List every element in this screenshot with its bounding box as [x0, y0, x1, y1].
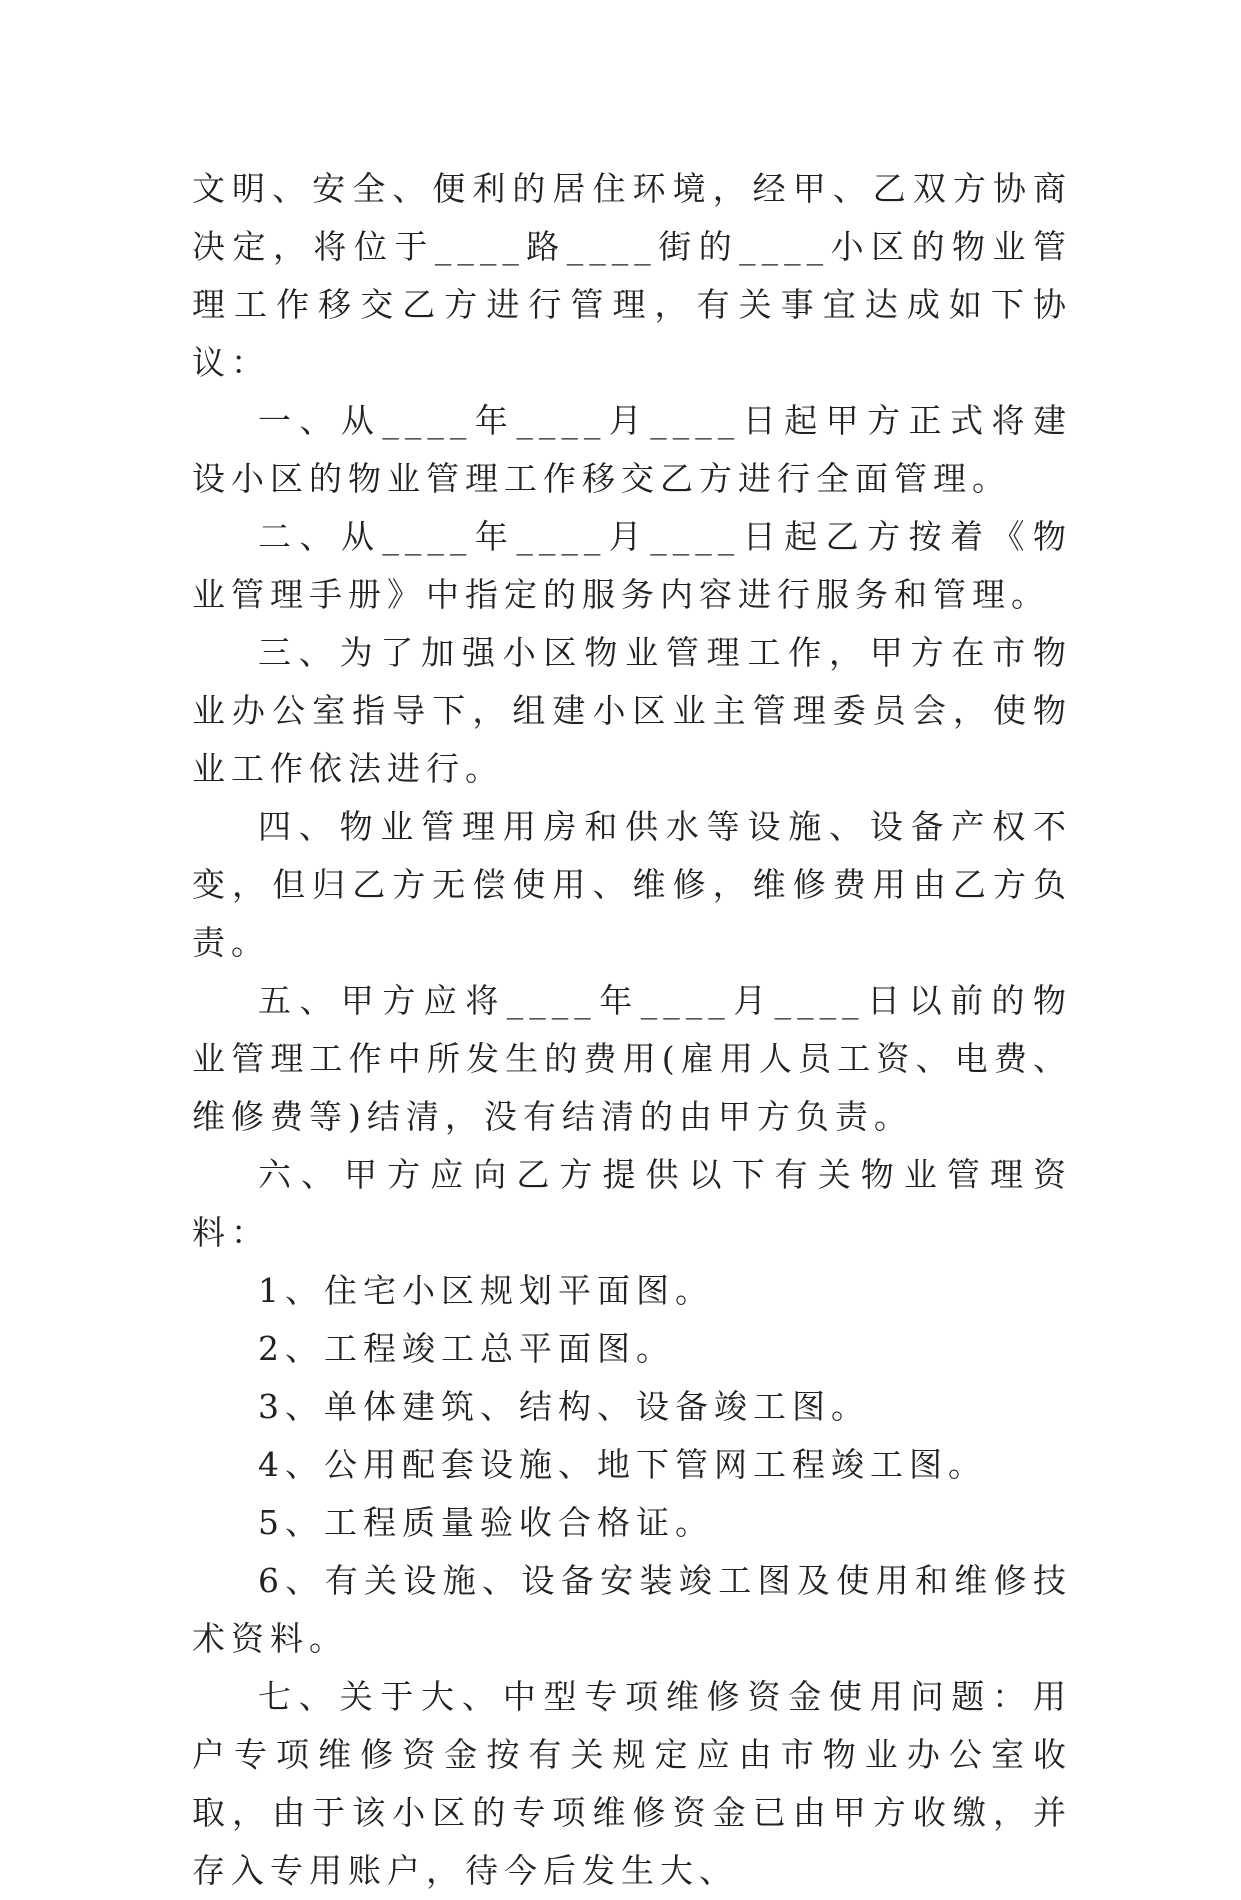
list-item-5: 5、工程质量验收合格证。: [258, 1503, 714, 1542]
list-item-6: 6、有关设施、设备安装竣工图及使用和维修技术资料。: [192, 1561, 1072, 1658]
paragraph-clause-6: 六、甲方应向乙方提供以下有关物业管理资料：: [192, 1155, 1072, 1252]
paragraph-intro: 文明、安全、便利的居住环境，经甲、乙双方协商决定，将位于____路____街的____小区的物业管理工作移交乙方进行管理，有关事宜达成如下协议：: [192, 169, 1072, 382]
list-item-3: 3、单体建筑、结构、设备竣工图。: [258, 1387, 870, 1426]
paragraph-clause-1: 一、从____年____月____日起甲方正式将建设小区的物业管理工作移交乙方进行全面管理。: [192, 401, 1072, 498]
list-item-1: 1、住宅小区规划平面图。: [258, 1271, 714, 1310]
paragraph-clause-7: 七、关于大、中型专项维修资金使用问题：用户专项维修资金按有关规定应由市物业办公室收取，由于该小区的专项维修资金已由甲方收缴，并存入专用账户，待今后发生大、: [192, 1677, 1072, 1890]
paragraph-clause-2: 二、从____年____月____日起乙方按着《物业管理手册》中指定的服务内容进行服务和管理。: [192, 517, 1072, 614]
document-body: [192, 160, 1072, 1900]
list-item-4: 4、公用配套设施、地下管网工程竣工图。: [258, 1445, 987, 1484]
paragraph-clause-3: 三、为了加强小区物业管理工作，甲方在市物业办公室指导下，组建小区业主管理委员会，使物业工作依法进行。: [192, 633, 1072, 788]
paragraph-clause-5: 五、甲方应将____年____月____日以前的物业管理工作中所发生的费用(雇用人员工资、电费、维修费等)结清，没有结清的由甲方负责。: [192, 981, 1072, 1136]
paragraph-clause-4: 四、物业管理用房和供水等设施、设备产权不变，但归乙方无偿使用、维修，维修费用由乙方负责。: [192, 807, 1072, 962]
list-item-2: 2、工程竣工总平面图。: [258, 1329, 675, 1368]
